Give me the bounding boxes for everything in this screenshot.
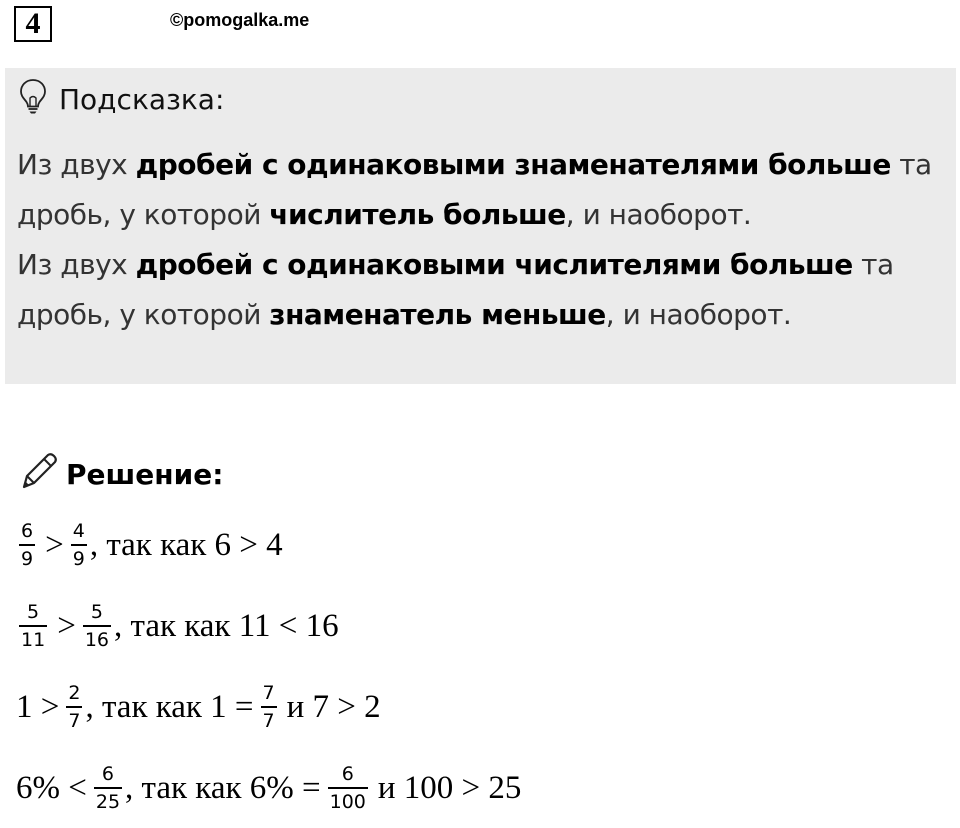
explanation-text: , так как 1 =: [85, 688, 254, 725]
hint-text-segment: Из двух: [17, 248, 136, 281]
fraction: [94, 765, 122, 812]
hint-text-segment: , и наоборот.: [605, 298, 792, 331]
pencil-icon: [18, 450, 66, 499]
comparison-sign: >: [45, 526, 64, 563]
fraction: [19, 522, 35, 569]
solution-line-2: [16, 603, 339, 650]
numerator: 6: [341, 763, 354, 785]
comparison-sign: >: [57, 607, 76, 644]
solution-header: [18, 450, 223, 499]
fraction: [71, 522, 87, 569]
denominator: 7: [262, 709, 275, 732]
hint-text-segment: Из двух: [17, 148, 136, 181]
solution-line-3: [16, 684, 381, 731]
explanation-text: , так как 6 > 4: [89, 526, 283, 563]
numerator: 5: [27, 601, 40, 623]
numerator: 6: [21, 520, 34, 542]
hint-text: [17, 140, 947, 340]
numerator: 6: [101, 763, 114, 785]
denominator: 9: [72, 547, 85, 570]
explanation-text: и 100 > 25: [377, 769, 522, 806]
task-number: 4: [14, 6, 52, 42]
denominator: 100: [329, 790, 366, 813]
expression-lead: 6% <: [16, 769, 87, 806]
hint-header: [19, 78, 224, 121]
numerator: 4: [72, 520, 85, 542]
watermark: ©pomogalka.me: [170, 10, 310, 30]
hint-text-segment: та дробь, у которой: [17, 248, 894, 331]
numerator: 2: [68, 682, 81, 704]
denominator: 16: [84, 628, 109, 651]
denominator: 7: [68, 709, 81, 732]
hint-bold-segment: дробей с одинаковыми знаменателями больше: [135, 148, 891, 181]
denominator: 25: [95, 790, 121, 813]
hint-paragraph-1: [17, 140, 947, 240]
solution-line-1: [16, 522, 283, 569]
fraction: [328, 765, 368, 812]
solution-title: Решение:: [66, 458, 224, 491]
explanation-text: , так как 6% =: [125, 769, 321, 806]
numerator: 7: [262, 682, 275, 704]
fraction: [83, 603, 111, 650]
solution-line-4: [16, 765, 521, 812]
lightbulb-icon: [19, 78, 59, 121]
explanation-text: и 7 > 2: [286, 688, 381, 725]
hint-text-segment: та дробь, у которой: [17, 148, 932, 231]
numerator: 5: [90, 601, 103, 623]
expression-lead: 1 >: [16, 688, 60, 725]
hint-title: Подсказка:: [59, 83, 225, 116]
hint-bold-segment: дробей с одинаковыми числителями больше: [135, 248, 853, 281]
hint-paragraph-2: [17, 240, 947, 340]
fraction: [261, 684, 277, 731]
hint-box: [5, 68, 956, 384]
hint-bold-segment: знаменатель меньше: [269, 298, 606, 331]
hint-text-segment: , и наоборот.: [565, 198, 752, 231]
fraction: [66, 684, 82, 731]
denominator: 9: [21, 547, 34, 570]
explanation-text: , так как 11 < 16: [114, 607, 339, 644]
fraction: [19, 603, 47, 650]
denominator: 11: [21, 628, 46, 651]
hint-bold-segment: числитель больше: [269, 198, 566, 231]
